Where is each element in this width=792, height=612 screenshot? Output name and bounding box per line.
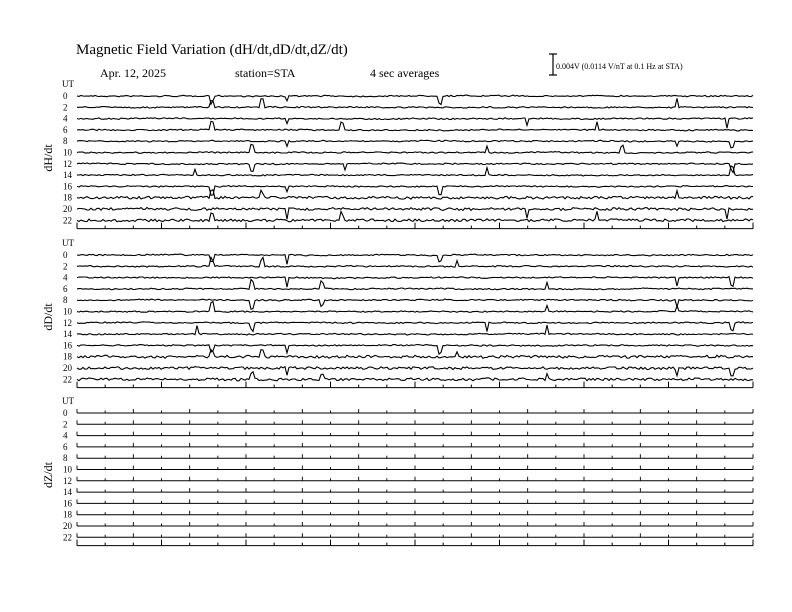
trace-line (77, 279, 753, 289)
hour-tick-label: 8 (63, 453, 68, 464)
trace-line (77, 257, 753, 267)
chart-title: Magnetic Field Variation (dH/dt,dD/dt,dZ/dt) (76, 42, 348, 58)
ut-label: UT (62, 238, 74, 248)
trace-line (77, 163, 753, 173)
trace-line (77, 345, 753, 355)
hour-tick-label: 20 (63, 521, 72, 531)
hour-tick-label: 16 (63, 498, 72, 509)
hour-tick-label: 22 (63, 532, 72, 543)
panel-ylabel-2: dZ/dt (41, 462, 55, 488)
hour-tick-label: 22 (63, 215, 72, 226)
hour-tick-label: 12 (63, 475, 72, 486)
hour-tick-label: 0 (63, 408, 68, 418)
trace-line (77, 277, 753, 288)
hour-tick-label: 2 (63, 102, 68, 113)
trace-line (77, 325, 753, 335)
hour-tick-label: 20 (63, 204, 72, 214)
ut-label: UT (62, 79, 74, 89)
trace-line (77, 186, 753, 196)
hour-tick-label: 2 (63, 419, 68, 430)
trace-line (77, 98, 753, 108)
station-label: station=STA (235, 66, 296, 80)
trace-line (77, 299, 753, 309)
hour-tick-label: 16 (63, 340, 72, 351)
date-label: Apr. 12, 2025 (100, 66, 166, 80)
hour-tick-label: 14 (63, 329, 72, 340)
trace-line (77, 95, 753, 104)
hour-tick-label: 16 (63, 181, 72, 192)
trace-line (77, 350, 753, 359)
trace-line (77, 166, 753, 176)
trace-line (77, 211, 753, 221)
hour-tick-label: 0 (63, 91, 68, 101)
trace-line (77, 121, 753, 131)
averaging-label: 4 sec averages (370, 66, 440, 80)
panel-ylabel-1: dD/dt (41, 303, 55, 331)
hour-tick-label: 18 (63, 509, 72, 520)
hour-tick-label: 4 (63, 272, 68, 283)
hour-tick-label: 6 (63, 124, 68, 135)
hour-tick-label: 6 (63, 283, 68, 294)
trace-line (77, 302, 753, 313)
trace-line (77, 254, 753, 264)
hour-tick-label: 2 (63, 261, 68, 272)
hour-tick-label: 18 (63, 192, 72, 203)
scale-label: 0.004V (0.0114 V/nT at 0.1 Hz at STA) (556, 62, 683, 71)
hour-tick-label: 4 (63, 430, 68, 441)
hour-tick-label: 14 (63, 487, 72, 498)
trace-line (77, 372, 753, 381)
hour-tick-label: 4 (63, 113, 68, 124)
hour-tick-label: 22 (63, 374, 72, 385)
hour-tick-label: 18 (63, 351, 72, 362)
hour-tick-label: 12 (63, 158, 72, 169)
trace-line (77, 208, 753, 220)
hour-tick-label: 0 (63, 250, 68, 260)
ut-label: UT (62, 396, 74, 406)
hour-tick-label: 20 (63, 363, 72, 373)
hour-tick-label: 14 (63, 170, 72, 181)
trace-line (77, 144, 753, 153)
hour-tick-label: 10 (63, 147, 72, 158)
trace-line (77, 322, 753, 332)
hour-tick-label: 8 (63, 295, 68, 306)
hour-tick-label: 6 (63, 441, 68, 452)
hour-tick-label: 8 (63, 136, 68, 147)
trace-line (77, 190, 753, 199)
trace-line (77, 118, 753, 129)
hour-tick-label: 10 (63, 306, 72, 317)
hour-tick-label: 12 (63, 317, 72, 328)
trace-line (77, 140, 753, 148)
hour-tick-label: 10 (63, 464, 72, 475)
panel-ylabel-0: dH/dt (41, 144, 55, 172)
trace-line (77, 367, 753, 376)
